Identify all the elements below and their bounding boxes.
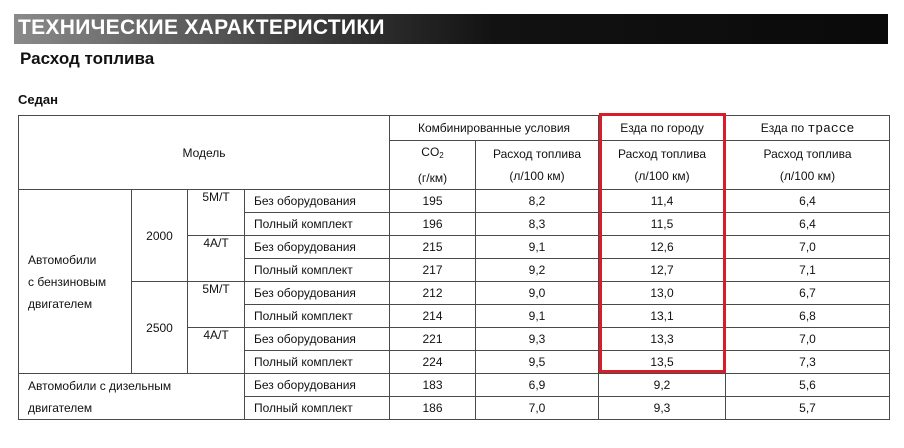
co2-cell: 183 [390, 374, 476, 397]
model-header: Модель [19, 116, 390, 190]
city-cell: 12,6 [599, 236, 726, 259]
combined-cell: 7,0 [476, 397, 599, 420]
equipment-cell: Без оборудования [245, 282, 390, 305]
combined-cell: 9,2 [476, 259, 599, 282]
equipment-cell: Без оборудования [245, 328, 390, 351]
co2-cell: 221 [390, 328, 476, 351]
city-cell: 13,5 [599, 351, 726, 374]
highway-consumption-label: Расход топлива [763, 147, 852, 161]
combined-consumption-header [476, 141, 599, 190]
group-diesel-line: двигателем [28, 400, 93, 415]
fuel-consumption-table [18, 115, 890, 420]
transmission-cell: 5M/T [188, 190, 245, 236]
highway-cell: 6,4 [726, 213, 890, 236]
transmission-cell: 4A/T [188, 236, 245, 282]
highway-cell: 5,7 [726, 397, 890, 420]
highway-header-part1: Езда по [760, 120, 808, 135]
highway-cell: 7,0 [726, 236, 890, 259]
city-cell: 13,1 [599, 305, 726, 328]
highway-header-part2: трассе [807, 120, 855, 136]
city-cell: 9,2 [599, 374, 726, 397]
co2-cell: 186 [390, 397, 476, 420]
city-consumption-unit: (л/100 км) [634, 169, 690, 183]
page-title: ТЕХНИЧЕСКИЕ ХАРАКТЕРИСТИКИ [18, 16, 385, 39]
co2-unit: (г/км) [417, 171, 448, 185]
combined-cell: 9,3 [476, 328, 599, 351]
city-cell: 13,3 [599, 328, 726, 351]
combined-consumption-unit: (л/100 км) [509, 169, 565, 183]
equipment-cell: Без оборудования [245, 190, 390, 213]
city-cell: 12,7 [599, 259, 726, 282]
engine-2500: 2500 [132, 282, 188, 374]
co2-cell: 195 [390, 190, 476, 213]
combined-cell: 8,2 [476, 190, 599, 213]
group-petrol-line: с бензиновым [28, 274, 107, 289]
group-petrol-line: двигателем [28, 296, 93, 311]
co2-header [390, 141, 476, 190]
section-title: Седан [18, 92, 58, 107]
highway-cell: 6,4 [726, 190, 890, 213]
equipment-cell: Полный комплект [245, 351, 390, 374]
equipment-cell: Полный комплект [245, 259, 390, 282]
highway-cell: 6,8 [726, 305, 890, 328]
highway-cell: 7,0 [726, 328, 890, 351]
highway-header [726, 116, 890, 141]
co2-cell: 215 [390, 236, 476, 259]
co2-cell: 224 [390, 351, 476, 374]
transmission-cell: 4A/T [188, 328, 245, 374]
highway-consumption-unit: (л/100 км) [779, 169, 836, 183]
co2-cell: 196 [390, 213, 476, 236]
highway-cell: 6,7 [726, 282, 890, 305]
highway-cell: 5,6 [726, 374, 890, 397]
equipment-cell: Полный комплект [245, 213, 390, 236]
combined-cell: 9,1 [476, 305, 599, 328]
equipment-cell: Без оборудования [245, 374, 390, 397]
highway-consumption-header [726, 141, 890, 190]
highway-cell: 7,1 [726, 259, 890, 282]
page-subtitle: Расход топлива [20, 49, 155, 68]
co2-cell: 217 [390, 259, 476, 282]
equipment-cell: Полный комплект [245, 397, 390, 420]
group-diesel [19, 374, 245, 420]
combined-cell: 8,3 [476, 213, 599, 236]
combined-cell: 6,9 [476, 374, 599, 397]
co2-subscript: 2 [439, 151, 444, 160]
highway-cell: 7,3 [726, 351, 890, 374]
city-cell: 9,3 [599, 397, 726, 420]
equipment-cell: Без оборудования [245, 236, 390, 259]
combined-cell: 9,5 [476, 351, 599, 374]
city-header: Езда по городу [599, 116, 726, 141]
city-cell: 13,0 [599, 282, 726, 305]
transmission-cell: 5M/T [188, 282, 245, 328]
co2-label: CO [421, 145, 440, 159]
combined-consumption-label: Расход топлива [492, 147, 582, 161]
co2-cell: 214 [390, 305, 476, 328]
combined-cell: 9,0 [476, 282, 599, 305]
city-consumption-label: Расход топлива [617, 147, 707, 161]
combined-cell: 9,1 [476, 236, 599, 259]
co2-cell: 212 [390, 282, 476, 305]
city-cell: 11,4 [599, 190, 726, 213]
group-diesel-line: Автомобили с дизельным [28, 378, 172, 393]
group-petrol [19, 190, 132, 374]
engine-2000: 2000 [132, 190, 188, 282]
title-banner [14, 14, 888, 44]
equipment-cell: Полный комплект [245, 305, 390, 328]
city-consumption-header [599, 141, 726, 190]
group-petrol-line: Автомобили [28, 252, 97, 267]
combined-header: Комбинированные условия [390, 116, 599, 141]
city-cell: 11,5 [599, 213, 726, 236]
